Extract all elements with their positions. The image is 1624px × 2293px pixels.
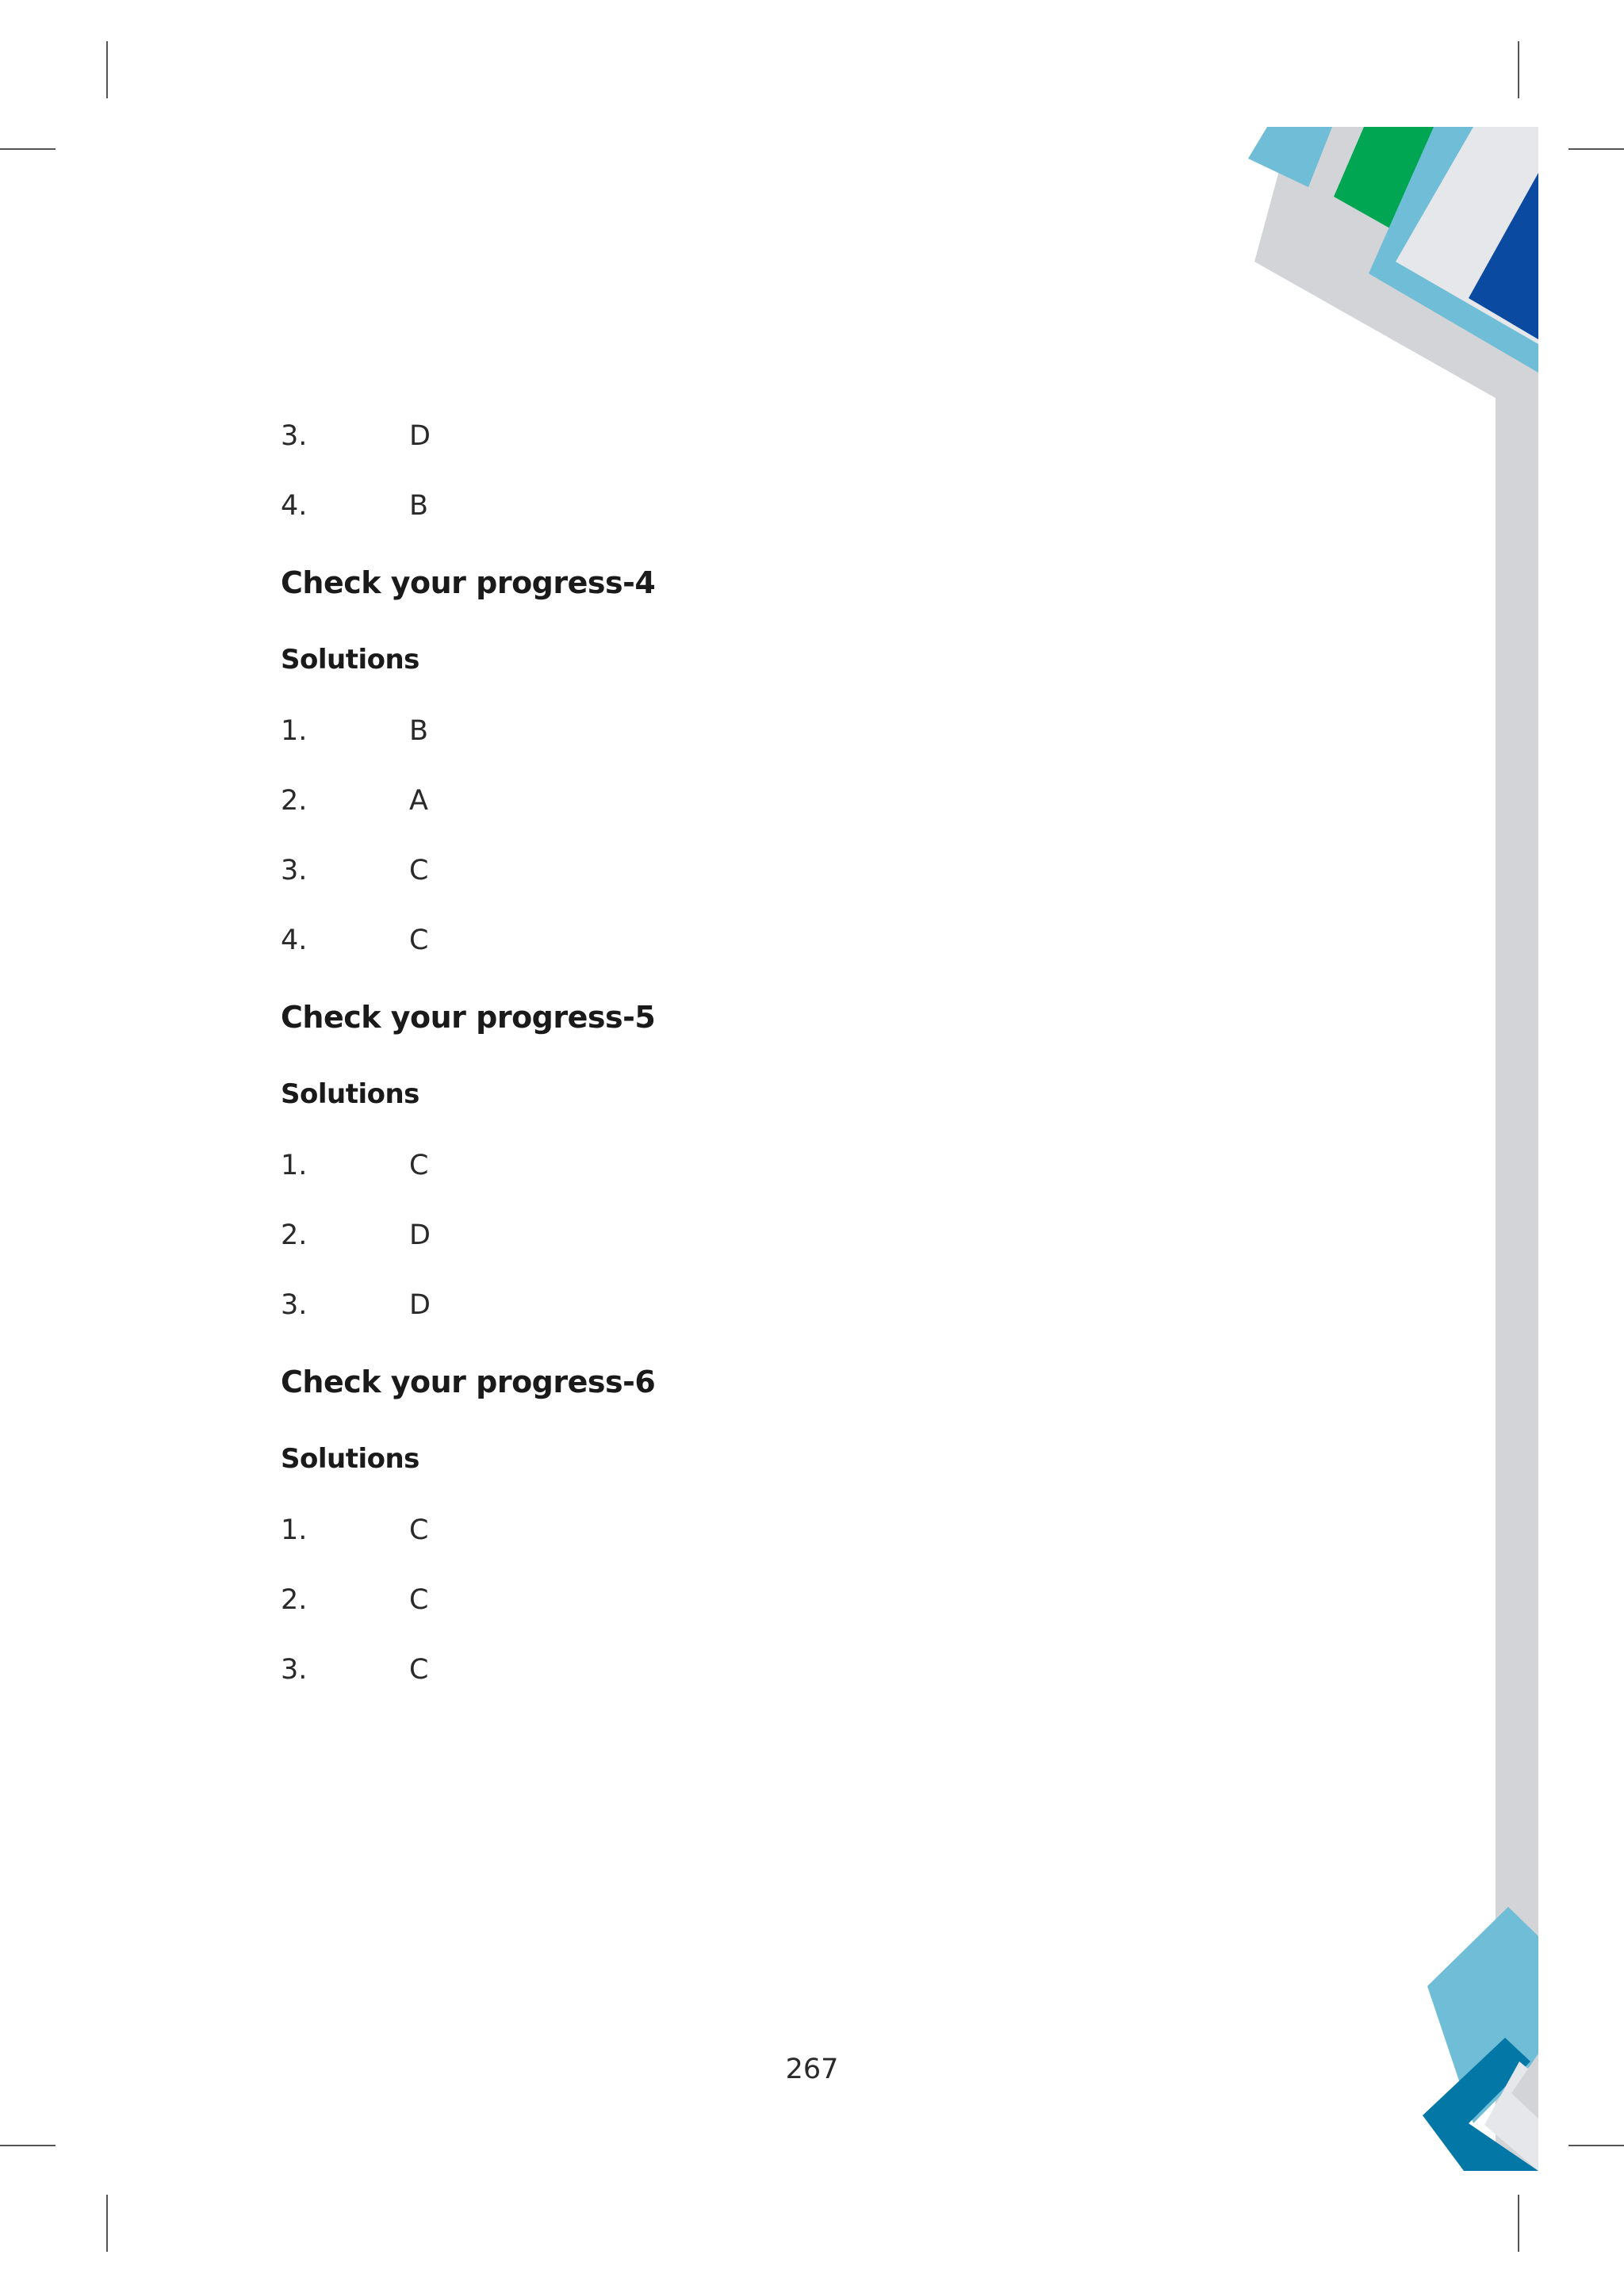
bottom-corner-graphic: [1423, 1907, 1538, 2171]
answer-letter: C: [409, 1514, 429, 1546]
question-number: 2.: [281, 1584, 308, 1616]
question-number: 4.: [281, 490, 308, 522]
question-number: 1.: [281, 715, 308, 747]
question-number: 1.: [281, 1150, 308, 1181]
answer-letter: B: [409, 490, 429, 522]
answer-letter: D: [409, 1219, 431, 1251]
section-heading-progress-6: Check your progress-6: [281, 1365, 656, 1399]
section-heading-progress-4: Check your progress-4: [281, 565, 656, 600]
answer-letter: C: [409, 855, 429, 886]
answer-letter: C: [409, 924, 429, 956]
question-number: 3.: [281, 1654, 308, 1686]
question-number: 3.: [281, 420, 308, 452]
solutions-heading: Solutions: [281, 1078, 419, 1110]
answer-letter: A: [409, 785, 428, 817]
answer-letter: B: [409, 715, 429, 747]
question-number: 3.: [281, 855, 308, 886]
right-side-bar: [1496, 373, 1538, 2171]
top-corner-graphic: [1248, 127, 1538, 398]
answer-letter: D: [409, 420, 431, 452]
crop-marks: [0, 41, 1624, 2252]
question-number: 3.: [281, 1289, 308, 1321]
question-number: 1.: [281, 1514, 308, 1546]
question-number: 2.: [281, 1219, 308, 1251]
answer-letter: D: [409, 1289, 431, 1321]
page-number: 267: [785, 2054, 839, 2085]
answer-letter: C: [409, 1150, 429, 1181]
solutions-heading: Solutions: [281, 644, 419, 676]
section-heading-progress-5: Check your progress-5: [281, 1000, 656, 1035]
question-number: 4.: [281, 924, 308, 956]
answer-letter: C: [409, 1584, 429, 1616]
solutions-heading: Solutions: [281, 1443, 419, 1475]
answer-letter: C: [409, 1654, 429, 1686]
question-number: 2.: [281, 785, 308, 817]
